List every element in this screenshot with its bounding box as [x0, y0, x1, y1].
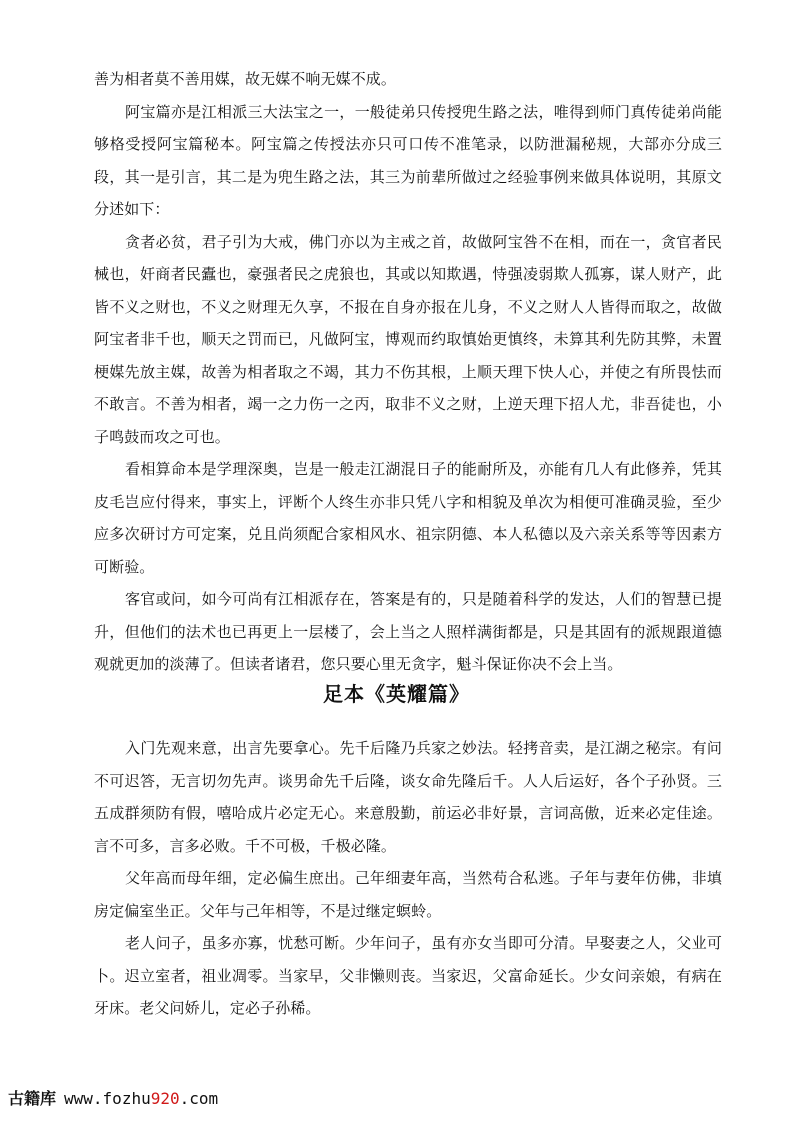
paragraph-5: 客官或问，如今可尚有江相派存在，答案是有的，只是随着科学的发达，人们的智慧已提升，但他们的法术也已再更上一层楼了，会上当之人照样满街都是，只是其固有的派规跟道德观就更加的淡薄了。但读者诸君，您只要心里无贪字，魁斗保证你决不会上当。: [94, 590, 722, 673]
watermark-footer: [8, 1086, 218, 1109]
top-text-block: [94, 63, 722, 681]
url-prefix: www.fozhu: [64, 1089, 151, 1108]
paragraph-2: 阿宝篇亦是江相派三大法宝之一，一般徒弟只传授兜生路之法，唯得到师门真传徒弟尚能够格受授阿宝篇秘本。阿宝篇之传授法亦只可口传不准笔录，以防泄漏秘规，大部亦分成三段，其一是引言，其二是为兜生路之法，其三为前辈所做过之经验事例来做具体说明，其原文分述如下：: [94, 102, 722, 218]
paragraph-1: 善为相者莫不善用媒，故无媒不响无媒不成。: [94, 70, 397, 88]
paragraph-3: 贪者必贫，君子引为大戒，佛门亦以为主戒之首，故做阿宝咎不在相，而在一，贪官者民械也，奸商者民蠹也，豪强者民之虎狼也，其或以知欺遇，恃强凌弱欺人孤寡，谋人财产，此皆不义之财也，不义之财理无久享，不报在自身亦报在儿身，不义之财人人皆得而取之，故做阿宝者非千也，顺天之罚而已，凡做阿宝，博观而约取慎始更慎终，未算其利先防其弊，未置梗媒先放主媒，故善为相者取之不竭，其力不伤其根，上顺天理下快人心，并使之有所畏怯而不敢言。不善为相者，竭一之力伤一之丙，取非不义之财，上逆天理下招人尤，非吾徒也，小子鸣鼓而攻之可也。: [94, 232, 722, 446]
paragraph-6: 入门先观来意，出言先要拿心。先千后隆乃兵家之妙法。轻拷音卖，是江湖之秘宗。有问不可迟答，无言切勿先声。谈男命先千后隆，谈女命先隆后千。人人后运好，各个子孙贤。三五成群须防有假，嘻哈成片必定无心。来意殷勤，前运必非好景，言词高傲，近来必定佳途。言不可多，言多必败。千不可极，千极必隆。: [94, 739, 722, 855]
url-number: 920: [150, 1089, 180, 1108]
section-title: 足本《英耀篇》: [323, 682, 470, 706]
url-suffix: .com: [179, 1089, 219, 1108]
paragraph-8: 老人问子，虽多亦寡，忧愁可断。少年问子，虽有亦女当即可分清。早娶妻之人，父业可卜。迟立室者，祖业凋零。当家早，父非懒则丧。当家迟，父富命延长。少女问亲娘，有病在牙床。老父问娇儿，定必子孙稀。: [94, 934, 722, 1017]
bottom-text-block: [94, 732, 722, 1025]
paragraph-7: 父年高而母年细，定必偏生庶出。己年细妻年高，当然苟合私逃。子年与妻年仿佛，非填房定偏室坐正。父年与己年相等，不是过继定螟蛉。: [94, 869, 722, 920]
site-name: 古籍库: [8, 1089, 57, 1108]
paragraph-4: 看相算命本是学理深奥，岂是一般走江湖混日子的能耐所及，亦能有几人有此修养，凭其皮毛岂应付得来，事实上，评断个人终生亦非只凭八字和相貌及单次为相便可准确灵验，至少应多次研讨方可定案，兑且尚须配合家相风水、祖宗阴德、本人私德以及六亲关系等等因素方可断验。: [94, 460, 722, 576]
